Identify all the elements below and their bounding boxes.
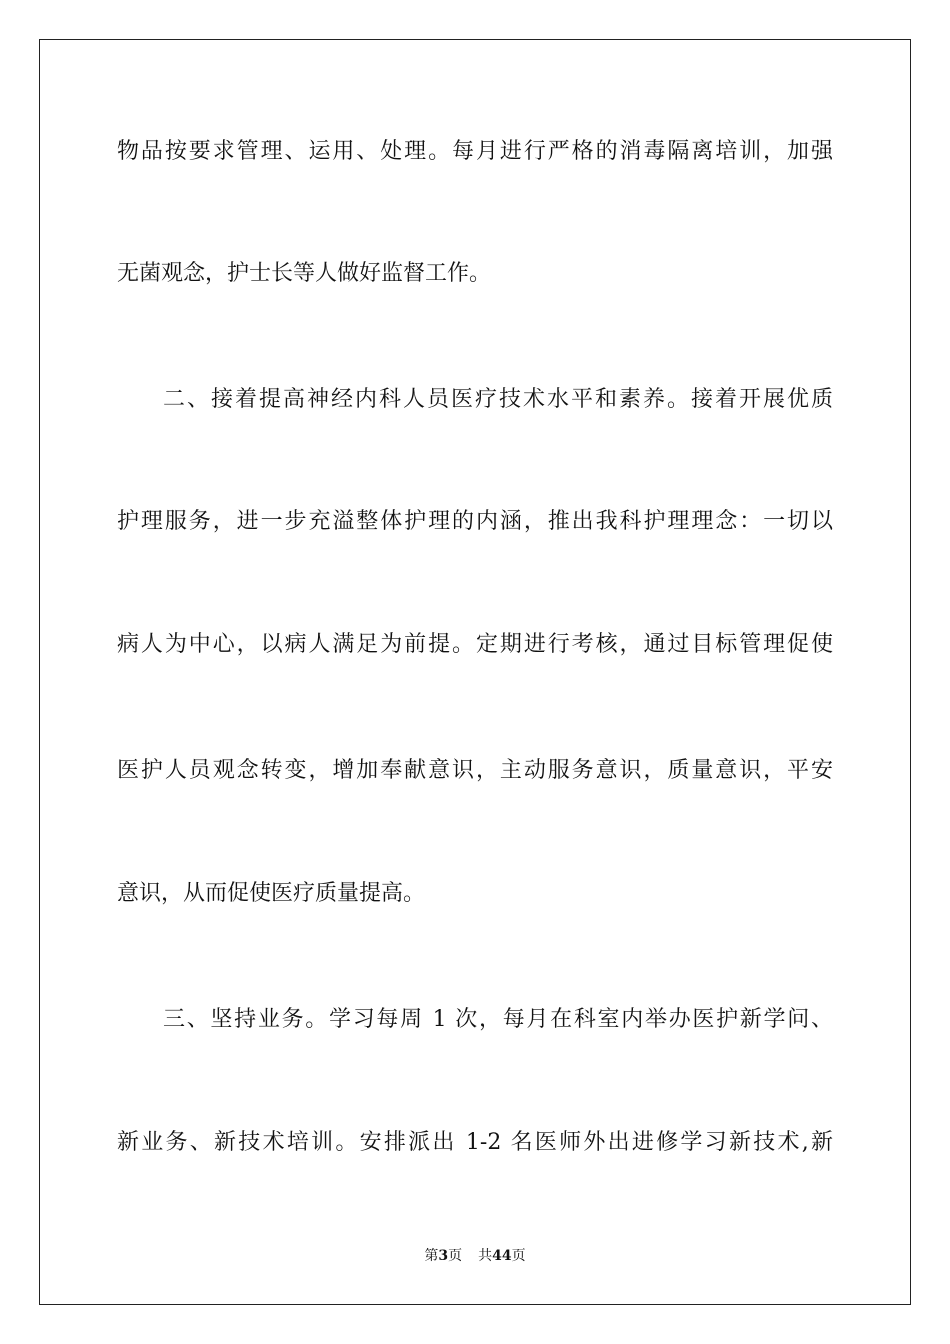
footer-total-prefix: 共: [478, 1248, 493, 1264]
footer-page-prefix: 第: [424, 1248, 439, 1264]
body-text-line-6: 医护人员观念转变，增加奉献意识，主动服务意识，质量意识，平安: [117, 758, 833, 783]
body-text-line-3: 二、接着提高神经内科人员医疗技术水平和素养。接着开展优质: [163, 387, 833, 412]
body-text-line-1: 物品按要求管理、运用、处理。每月进行严格的消毒隔离培训，加强: [117, 139, 833, 164]
footer-page-number: 3: [438, 1248, 449, 1264]
body-text-line-7: 意识，从而促使医疗质量提高。: [117, 881, 426, 906]
footer-page-suffix: 页: [448, 1248, 463, 1264]
body-text-line-4: 护理服务，进一步充溢整体护理的内涵，推出我科护理理念：一切以: [117, 509, 833, 534]
footer-total-suffix: 页: [511, 1248, 526, 1264]
body-text-line-9: 新业务、新技术培训。安排派出 1-2 名医师外出进修学习新技术,新: [117, 1130, 833, 1155]
footer-total-pages: 44: [492, 1248, 512, 1264]
body-text-line-8: 三、坚持业务。学习每周 1 次，每月在科室内举办医护新学问、: [163, 1007, 833, 1032]
page-footer: [0, 1246, 950, 1266]
page-border: [39, 39, 911, 1305]
body-text-line-5: 病人为中心，以病人满足为前提。定期进行考核，通过目标管理促使: [117, 632, 833, 657]
body-text-line-2: 无菌观念，护士长等人做好监督工作。: [117, 261, 492, 286]
